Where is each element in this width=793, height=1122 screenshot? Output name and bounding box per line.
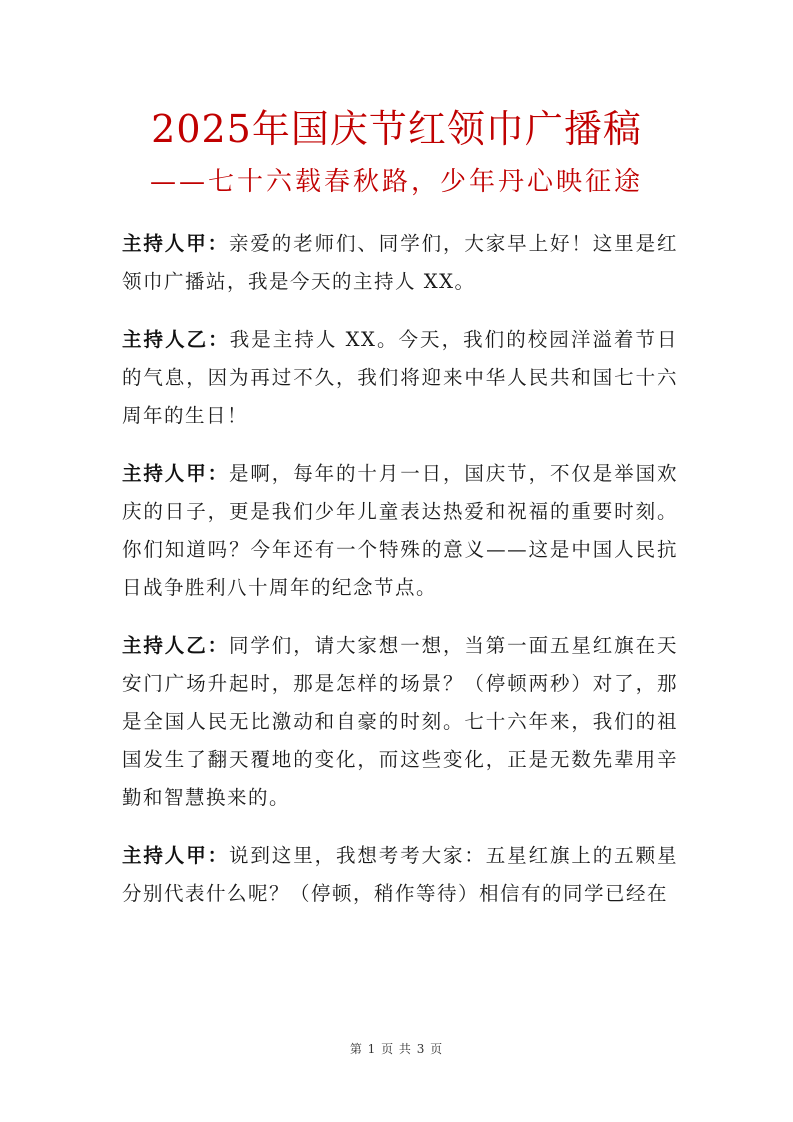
document-body — [122, 225, 678, 933]
paragraph-text: 是啊，每年的十月一日，国庆节，不仅是举国欢庆的日子，更是我们少年儿童表达热爱和祝福的重要时刻。你们知道吗？今年还有一个特殊的意义——这是中国人民抗日战争胜利八十周年的纪念节点。 — [122, 462, 678, 599]
paragraph-text: 我是主持人 XX。今天，我们的校园洋溢着节日的气息，因为再过不久，我们将迎来中华人民共和国七十六周年的生日！ — [122, 328, 678, 427]
paragraph — [122, 225, 678, 301]
speaker-label: 主持人乙： — [122, 634, 229, 657]
paragraph — [122, 455, 678, 607]
page-title: 2025年国庆节红领巾广播稿 — [151, 107, 642, 151]
paragraph-text: 说到这里，我想考考大家：五星红旗上的五颗星分别代表什么呢？（停顿，稍作等待）相信有的同学已经在 — [122, 844, 678, 905]
speaker-label: 主持人甲： — [122, 232, 229, 255]
paragraph — [122, 837, 678, 913]
page-subtitle: ——七十六载春秋路，少年丹心映征途 — [149, 167, 643, 197]
paragraph-text: 亲爱的老师们、同学们，大家早上好！这里是红领巾广播站，我是今天的主持人 XX。 — [122, 232, 678, 293]
speaker-label: 主持人甲： — [122, 844, 229, 867]
paragraph-text: 同学们，请大家想一想，当第一面五星红旗在天安门广场升起时，那是怎样的场景？（停顿两秒）对了，那是全国人民无比激动和自豪的时刻。七十六年来，我们的祖国发生了翻天覆地的变化，而这些变化，正是无数先辈用辛勤和智慧换来的。 — [122, 634, 678, 809]
speaker-label: 主持人乙： — [122, 328, 230, 351]
page-footer: 第 1 页 共 3 页 — [349, 1042, 444, 1056]
paragraph — [122, 627, 678, 817]
speaker-label: 主持人甲： — [122, 462, 229, 485]
paragraph — [122, 321, 678, 435]
